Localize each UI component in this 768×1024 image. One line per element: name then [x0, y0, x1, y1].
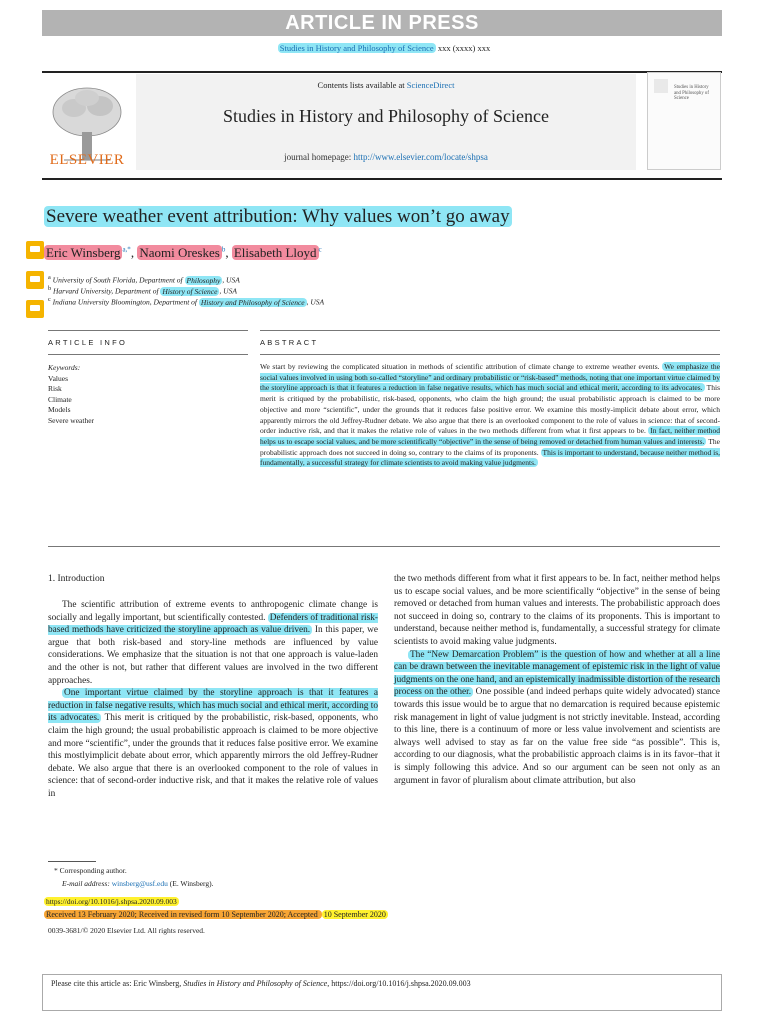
author-name[interactable]: Naomi Oreskes	[139, 245, 220, 260]
comment-icon[interactable]	[26, 300, 44, 318]
keyword-item: Models	[48, 405, 71, 414]
abstract-highlight: We emphasize the social values involved in using both so-called “storyline” and ordinary probabilistic or “risk-based” methods, noting that one important virtue claimed by the storyline approach is that it features a reduction in false negative results, which has much social and ethical merit, according to its advocates.	[260, 362, 720, 393]
affiliation-text: University of South Florida, Department of	[52, 275, 185, 285]
abstract-bottom-rule	[48, 546, 720, 547]
abstract-sentence: The probabilistic approach does not succeed in doing so, contrary to the claims of its proponents.	[260, 436, 720, 457]
article-in-press-banner: ARTICLE IN PRESS	[42, 10, 722, 36]
citation-doi: , https://doi.org/10.1016/j.shpsa.2020.09.003	[327, 979, 471, 988]
article-title-text: Severe weather event attribution: Why values won’t go away	[46, 206, 510, 227]
journal-reference	[0, 43, 768, 53]
keywords-label: Keywords:	[48, 363, 81, 372]
citation-box	[42, 974, 722, 1011]
journal-reference-link[interactable]: Studies in History and Philosophy of Science	[279, 43, 434, 53]
section-heading-introduction: 1. Introduction	[48, 574, 105, 584]
body-highlight: One important virtue claimed by the storyline approach is that it features a reduction in false negative results, which has much social and ethical merit, according to its advocates.	[48, 688, 378, 724]
comment-icon[interactable]	[26, 271, 44, 289]
footnote-rule	[48, 861, 96, 862]
keyword-item: Risk	[48, 384, 62, 393]
abstract-top-rule	[260, 330, 720, 331]
affiliation-country: , USA	[222, 275, 240, 285]
cover-title: Studies in History and Philosophy of Science	[674, 85, 709, 101]
affiliation-b	[48, 285, 237, 296]
email-line	[62, 879, 214, 888]
body-paragraph: the two methods different from what it first appears to be. In fact, neither method helps us to escape social values, and be more scientifically “objective” in the sense of being removed or detached from human values and interests. The probabilistic approach does not succeed in doing so, contrary to the claims of its proponents. This is important to understand, because neither method is, fundamentally, a successful strategy for climate scientists to avoid making value judgments.	[394, 574, 720, 647]
abstract-heading: ABSTRACT	[260, 338, 319, 347]
elsevier-wordmark: ELSEVIER	[49, 152, 125, 168]
affiliation-a	[48, 274, 240, 285]
abstract-heading-rule	[260, 354, 720, 355]
affiliation-department: History of Science	[162, 286, 218, 296]
abstract-highlight: This is important to understand, because neither method is, fundamentally, a successful strategy for climate scientists to avoid making value judgments.	[260, 447, 720, 468]
body-text: This merit is critiqued by the probabilistic, risk-based, opponents, who claim the high ground; the usual probabilistic approach is claimed to be more objective and more “scientific”, under the grounds that it reduces false positive error. We examine this mostlyimplicit debate about error, which apparently mirrors the old Jeffrey-Rudner debate. We also argue that there is an overlooked component to the role of values in science: that of second-order inductive risk, and that it makes the relative role of values in	[48, 713, 378, 799]
email-label: E-mail address:	[62, 879, 112, 888]
abstract-highlight: In fact, neither method helps us to escape social values, and be more scientifically “objective” in the sense of being removed or detached from human values and interests.	[260, 426, 720, 446]
journal-reference-volume: xxx (xxxx) xxx	[437, 43, 491, 53]
doi-line	[44, 897, 179, 906]
keyword-item: Values	[48, 373, 68, 383]
author-affiliation-mark: b	[221, 245, 226, 254]
journal-title: Studies in History and Philosophy of Science	[223, 106, 549, 126]
keyword-item: Severe weather	[48, 415, 95, 425]
cover-logo	[654, 79, 668, 93]
abstract-sentence: We start by reviewing the complicated situation in methods of scientific attribution of climate change to extreme weather events.	[260, 362, 663, 371]
homepage-link[interactable]: http://www.elsevier.com/locate/shpsa	[353, 152, 488, 162]
body-right-column	[394, 573, 720, 787]
author-affiliation-mark: a,*	[122, 245, 131, 254]
article-info-heading-rule	[48, 354, 248, 355]
body-paragraph	[48, 687, 378, 800]
contents-lists-line	[136, 80, 636, 90]
affiliation-mark: b	[48, 285, 52, 292]
comment-icon[interactable]	[26, 241, 44, 259]
body-text: One possible (and indeed perhaps quite widely advocated) stance towards this issue would be to argue that no demarcation is required because epistemic risk management in light of value judgment is not strictly inevitable. Instead, according to this line, there is a continuum of more or less value involvement and scientists are always well advised to stay as far on the value free side “as possible”. This is, according to our diagnosis, what the probabilistic approach claims is in its favor–that it is simply following this advice. And so our argument can be seen not only as an argument in favor of pluralism about climate attribution, but also	[394, 687, 720, 786]
doi-link[interactable]: https://doi.org/10.1016/j.shpsa.2020.09.003	[46, 897, 177, 906]
body-left-column	[48, 599, 378, 801]
author-name[interactable]: Eric Winsberg	[46, 245, 121, 260]
body-highlight: The “New Demarcation Problem” is the question of how and whether at all a line can be drawn between the inevitable management of epistemic risk in the light of value judgments on the one hand, and an epistemically inadmissible distortion of the research process on the other.	[394, 649, 720, 698]
affiliation-text: Harvard University, Department of	[53, 286, 161, 296]
received-text: Received 13 February 2020; Received in revised form 10 September 2020; Accepted	[46, 910, 320, 919]
affiliation-department: Philosophy	[186, 275, 221, 285]
corresponding-author-note: * Corresponding author.	[54, 866, 127, 875]
body-paragraph	[394, 649, 720, 788]
affiliation-text: Indiana University Bloomington, Department of	[52, 297, 199, 307]
email-suffix: (E. Winsberg).	[167, 879, 214, 888]
received-dates	[44, 910, 388, 919]
copyright-line: 0039-3681/© 2020 Elsevier Ltd. All rights reserved.	[48, 926, 205, 935]
article-title	[44, 206, 512, 228]
sciencedirect-link[interactable]: ScienceDirect	[406, 80, 455, 90]
author-affiliation-mark: c	[318, 245, 322, 254]
affiliation-c	[48, 296, 324, 307]
keyword-item: Climate	[48, 394, 72, 404]
accepted-date: 10 September 2020	[323, 910, 386, 919]
author-list: Eric Winsberg $^{a,*}$, Naomi Oreskes $^b$, Elisabeth Lloyd $^c$	[46, 245, 322, 260]
article-info-top-rule	[48, 330, 248, 331]
abstract-text	[260, 362, 720, 469]
abstract-sentence: This merit is critiqued by the probabilistic, risk-based, opponents, who claim the high ground; the usual probabilistic approach is claimed to be more objective and more “scientific”, under the grounds that it reduces false positive error. We examine this mostly-implicit debate about error, which apparently mirrors the old Jeffrey-Rudner debate. We also argue that there is an overlooked component to the role of values in science: that of second-order inductive risk, and that it makes the relative role of values in the two methods different from what it first appears to be.	[260, 383, 720, 436]
citation-prefix: Please cite this article as: Eric Winsberg,	[51, 979, 184, 988]
contents-prefix: Contents lists available at	[317, 80, 407, 90]
body-text: In this paper, we argue that both risk-based and story-line methods are influenced by value considerations. We emphasize that the situation is not that one approach is value-laden and the other is not, but rather that different values are involved in the two different approaches.	[48, 625, 378, 686]
body-text: The scientific attribution of extreme events to anthropogenic climate change is socially and legally important, but scientifically contested.	[48, 600, 378, 623]
email-link[interactable]: winsberg@usf.edu	[111, 879, 168, 888]
affiliation-mark: c	[48, 296, 51, 303]
body-highlight: Defenders of traditional risk-based methods have criticized the storyline approach as value driven.	[48, 612, 378, 636]
header-bottom-rule	[42, 178, 722, 180]
body-paragraph	[48, 599, 378, 687]
journal-homepage-line	[136, 152, 636, 162]
affiliation-department: History and Philosophy of Science	[200, 297, 305, 307]
affiliation-country: , USA	[306, 297, 325, 307]
affiliation-country: , USA	[219, 286, 237, 296]
homepage-label: journal homepage:	[284, 152, 354, 162]
citation-journal: Studies in History and Philosophy of Science	[183, 979, 328, 988]
affiliation-mark: a	[48, 274, 51, 281]
keywords-block	[48, 363, 94, 426]
header-top-rule	[42, 71, 722, 73]
author-name[interactable]: Elisabeth Lloyd	[233, 245, 317, 260]
article-info-heading: ARTICLE INFO	[48, 338, 128, 347]
journal-cover-thumbnail	[647, 72, 721, 170]
